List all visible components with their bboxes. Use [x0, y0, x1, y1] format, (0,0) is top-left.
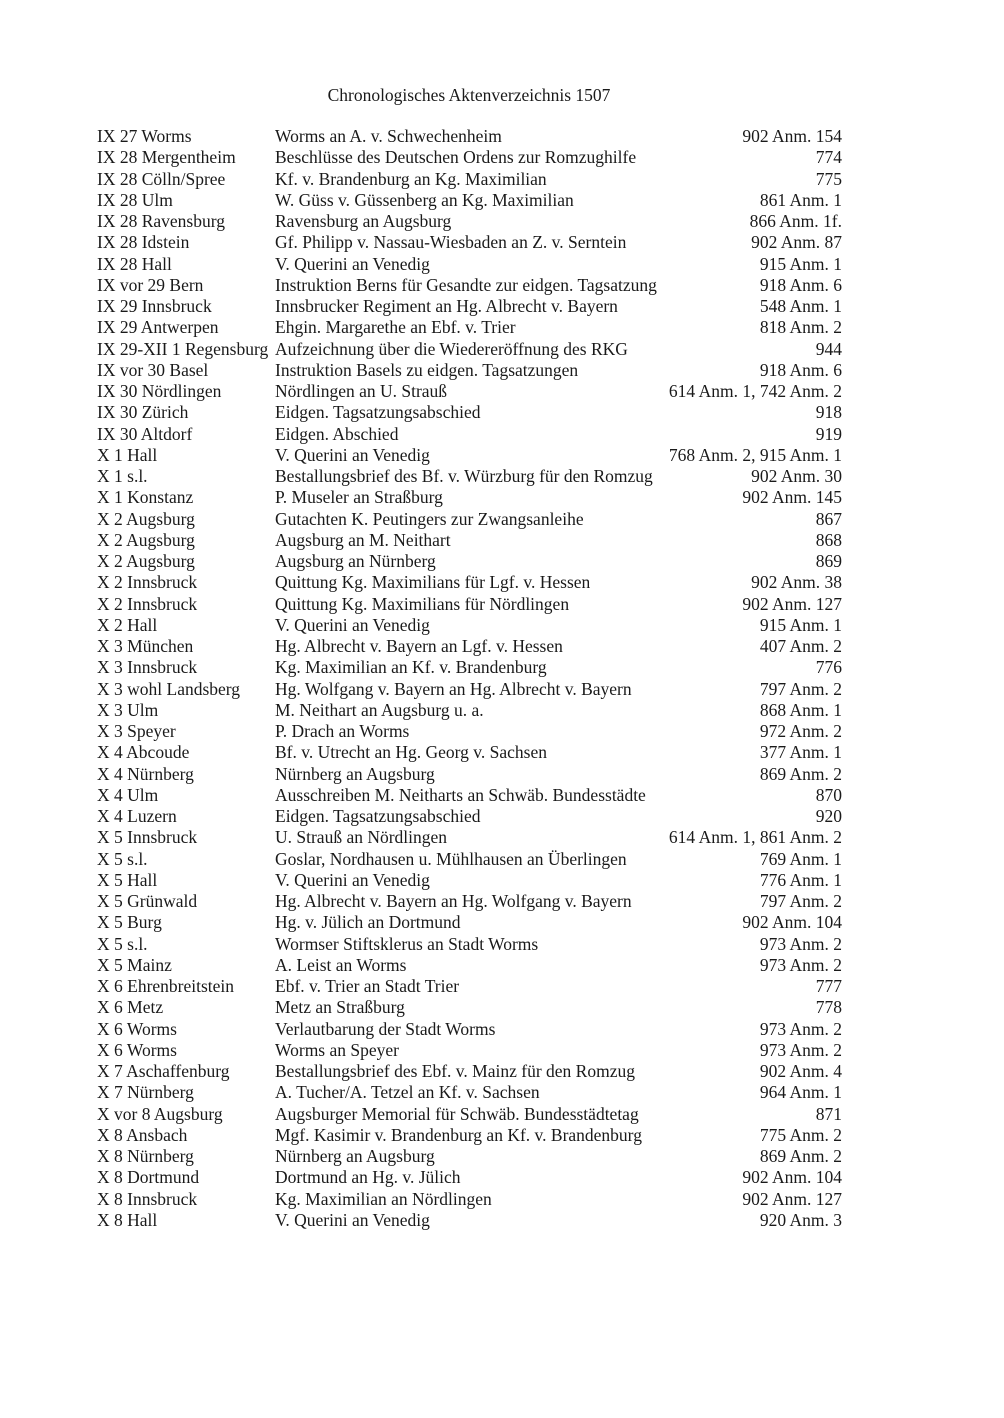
entry-description: Gutachten K. Peutingers zur Zwangsanleihe — [275, 508, 584, 529]
entry-reference: 972 Anm. 2 — [759, 721, 842, 741]
entry-description: Bf. v. Utrecht an Hg. Georg v. Sachsen — [275, 742, 547, 763]
entry-description: A. Leist an Worms — [275, 954, 407, 975]
entry-date: IX 29 Antwerpen — [97, 317, 219, 338]
entry-date: X 1 Konstanz — [97, 487, 194, 508]
entry-row — [97, 1210, 842, 1231]
entry-description: Metz an Straßburg — [275, 997, 405, 1018]
entry-row — [97, 211, 842, 232]
entry-reference: 861 Anm. 1 — [759, 189, 842, 210]
entry-reference: 918 Anm. 6 — [759, 274, 842, 295]
entry-date: X 8 Innsbruck — [97, 1188, 198, 1209]
entry-row — [97, 785, 842, 806]
entry-date: IX 28 Mergentheim — [97, 147, 236, 168]
entry-date: X 8 Dortmund — [97, 1167, 200, 1188]
entry-reference: 902 Anm. 127 — [742, 1188, 842, 1209]
entry-date: X 3 Ulm — [97, 699, 159, 720]
entry-row — [97, 381, 842, 402]
entry-row — [97, 997, 842, 1018]
entry-row — [97, 594, 842, 615]
entry-row — [97, 1125, 842, 1146]
entry-reference: 797 Anm. 2 — [759, 678, 842, 699]
entry-reference: 775 — [815, 168, 842, 189]
entry-date: X 5 Innsbruck — [97, 827, 198, 848]
entry-description: Nördlingen an U. Strauß — [275, 381, 448, 401]
entry-row — [97, 1019, 842, 1040]
entry-reference: 869 Anm. 2 — [759, 1146, 842, 1166]
entry-reference: 867 — [815, 508, 842, 529]
entry-reference: 614 Anm. 1, 861 Anm. 2 — [668, 827, 842, 848]
entry-row — [97, 126, 842, 147]
entry-date: X 8 Nürnberg — [97, 1146, 194, 1166]
entry-reference: 776 Anm. 1 — [759, 869, 842, 890]
entry-date: X 8 Hall — [97, 1209, 158, 1230]
entry-description: Wormser Stiftsklerus an Stadt Worms — [275, 933, 539, 954]
entry-row — [97, 827, 842, 848]
entry-reference: 776 — [815, 657, 842, 678]
entry-date: X 4 Nürnberg — [97, 763, 194, 784]
entry-row — [97, 402, 842, 423]
entry-reference: 902 Anm. 145 — [742, 487, 842, 508]
entry-reference: 919 — [815, 423, 842, 444]
entry-description: Eidgen. Tagsatzungsabschied — [275, 402, 481, 423]
entry-row — [97, 1104, 842, 1125]
entry-row — [97, 955, 842, 976]
entry-date: X 6 Metz — [97, 997, 164, 1018]
entry-reference: 869 Anm. 2 — [759, 763, 842, 784]
entry-list — [97, 126, 842, 1231]
entry-reference: 920 Anm. 3 — [759, 1209, 842, 1230]
entry-description: Gf. Philipp v. Nassau-Wiesbaden an Z. v. Serntein — [275, 232, 627, 253]
entry-reference: 868 — [815, 529, 842, 550]
entry-reference: 964 Anm. 1 — [759, 1082, 842, 1103]
entry-description: Kg. Maximilian an Nördlingen — [275, 1188, 492, 1209]
entry-date: X 1 Hall — [97, 444, 158, 465]
entry-row — [97, 445, 842, 466]
entry-row — [97, 1061, 842, 1082]
entry-description: Nürnberg an Augsburg — [275, 1146, 435, 1166]
entry-row — [97, 1082, 842, 1103]
entry-reference: 902 Anm. 87 — [751, 232, 842, 253]
entry-reference: 973 Anm. 2 — [759, 1039, 842, 1060]
entry-reference: 973 Anm. 2 — [759, 933, 842, 954]
entry-date: IX 29-XII 1 Regensburg — [97, 338, 269, 359]
entry-description: Quittung Kg. Maximilians für Nördlingen — [275, 593, 570, 614]
entry-description: Beschlüsse des Deutschen Ordens zur Romzughilfe — [275, 147, 637, 168]
entry-date: X 5 Mainz — [97, 954, 172, 975]
entry-row — [97, 679, 842, 700]
entry-description: V. Querini an Venedig — [275, 869, 430, 890]
entry-description: Ravensburg an Augsburg — [275, 211, 452, 231]
entry-description: Goslar, Nordhausen u. Mühlhausen an Überlingen — [275, 848, 627, 869]
entry-date: IX vor 29 Bern — [97, 274, 204, 295]
entry-reference: 774 — [815, 147, 842, 168]
entry-description: Instruktion Basels zu eidgen. Tagsatzungen — [275, 359, 579, 380]
entry-reference: 768 Anm. 2, 915 Anm. 1 — [668, 444, 842, 465]
entry-reference: 918 Anm. 6 — [759, 359, 842, 380]
entry-reference: 902 Anm. 127 — [742, 593, 842, 614]
entry-date: X 3 Speyer — [97, 721, 176, 741]
entry-row — [97, 700, 842, 721]
entry-row — [97, 615, 842, 636]
entry-row — [97, 1040, 842, 1061]
entry-row — [97, 912, 842, 933]
entry-description: Hg. Albrecht v. Bayern an Hg. Wolfgang v. Bayern — [275, 891, 632, 911]
entry-reference: 871 — [815, 1103, 842, 1124]
entry-row — [97, 232, 842, 253]
entry-description: Ausschreiben M. Neitharts an Schwäb. Bundesstädte — [275, 784, 646, 805]
entry-reference: 407 Anm. 2 — [759, 636, 842, 656]
entry-reference: 902 Anm. 104 — [742, 1167, 842, 1188]
entry-reference: 777 — [815, 976, 842, 996]
entry-date: X 5 Hall — [97, 869, 158, 890]
entry-description: Bestallungsbrief des Bf. v. Würzburg für den Romzug — [275, 466, 653, 486]
entry-row — [97, 466, 842, 487]
entry-row — [97, 190, 842, 211]
entry-description: Kf. v. Brandenburg an Kg. Maximilian — [275, 168, 547, 189]
entry-date: X 4 Abcoude — [97, 742, 190, 763]
entry-date: X 4 Ulm — [97, 784, 159, 805]
entry-date: IX 28 Ulm — [97, 189, 173, 210]
entry-date: X 7 Nürnberg — [97, 1082, 194, 1103]
entry-row — [97, 742, 842, 763]
entry-description: Innsbrucker Regiment an Hg. Albrecht v. Bayern — [275, 296, 618, 316]
entry-row — [97, 317, 842, 338]
entry-row — [97, 657, 842, 678]
entry-reference: 869 — [815, 551, 842, 571]
entry-date: X 2 Hall — [97, 614, 158, 635]
entry-reference: 915 Anm. 1 — [759, 614, 842, 635]
entry-reference: 902 Anm. 154 — [742, 126, 842, 146]
entry-date: IX 28 Hall — [97, 253, 172, 274]
entry-date: X 2 Augsburg — [97, 529, 195, 550]
entry-description: Ebf. v. Trier an Stadt Trier — [275, 976, 460, 996]
entry-description: Quittung Kg. Maximilians für Lgf. v. Hessen — [275, 572, 591, 593]
entry-row — [97, 147, 842, 168]
entry-date: IX 30 Altdorf — [97, 423, 193, 444]
entry-description: V. Querini an Venedig — [275, 253, 430, 274]
entry-reference: 775 Anm. 2 — [759, 1124, 842, 1145]
entry-description: Ehgin. Margarethe an Ebf. v. Trier — [275, 317, 516, 338]
entry-reference: 818 Anm. 2 — [759, 317, 842, 338]
entry-reference: 866 Anm. 1f. — [749, 211, 842, 231]
entry-reference: 920 — [815, 806, 842, 826]
entry-row — [97, 296, 842, 317]
entry-date: X 2 Augsburg — [97, 508, 195, 529]
entry-reference: 944 — [815, 338, 842, 359]
entry-row — [97, 764, 842, 785]
entry-description: Hg. Wolfgang v. Bayern an Hg. Albrecht v. Bayern — [275, 678, 632, 699]
entry-description: Worms an Speyer — [275, 1039, 399, 1060]
entry-row — [97, 636, 842, 657]
entry-reference: 902 Anm. 38 — [751, 572, 842, 593]
entry-row — [97, 530, 842, 551]
entry-reference: 377 Anm. 1 — [759, 742, 842, 763]
entry-date: X 2 Innsbruck — [97, 572, 198, 593]
entry-reference: 614 Anm. 1, 742 Anm. 2 — [668, 381, 842, 401]
entry-date: X 6 Worms — [97, 1018, 177, 1039]
entry-date: IX 28 Ravensburg — [97, 211, 225, 231]
entry-row — [97, 424, 842, 445]
entry-description: A. Tucher/A. Tetzel an Kf. v. Sachsen — [275, 1082, 540, 1103]
entry-row — [97, 1167, 842, 1188]
entry-row — [97, 487, 842, 508]
entry-row — [97, 360, 842, 381]
entry-description: Instruktion Berns für Gesandte zur eidgen. Tagsatzung — [275, 274, 657, 295]
entry-row — [97, 806, 842, 827]
entry-description: V. Querini an Venedig — [275, 1209, 430, 1230]
entry-row — [97, 254, 842, 275]
entry-description: Hg. v. Jülich an Dortmund — [275, 912, 461, 933]
entry-reference: 778 — [815, 997, 842, 1018]
entry-row — [97, 339, 842, 360]
entry-description: U. Strauß an Nördlingen — [275, 827, 448, 848]
entry-date: IX 27 Worms — [97, 126, 192, 146]
entry-description: Bestallungsbrief des Ebf. v. Mainz für den Romzug — [275, 1061, 635, 1081]
entry-reference: 868 Anm. 1 — [759, 699, 842, 720]
entry-reference: 973 Anm. 2 — [759, 1018, 842, 1039]
entry-date: IX 28 Cölln/Spree — [97, 168, 226, 189]
entry-description: Augsburg an Nürnberg — [275, 551, 436, 571]
entry-row — [97, 891, 842, 912]
entry-date: X 3 wohl Landsberg — [97, 678, 241, 699]
entry-reference: 548 Anm. 1 — [759, 296, 842, 316]
entry-description: Augsburger Memorial für Schwäb. Bundesstädtetag — [275, 1103, 639, 1124]
entry-row — [97, 551, 842, 572]
entry-description: Hg. Albrecht v. Bayern an Lgf. v. Hessen — [275, 636, 563, 656]
entry-reference: 870 — [815, 784, 842, 805]
entry-description: M. Neithart an Augsburg u. a. — [275, 699, 484, 720]
entry-date: X 5 Grünwald — [97, 891, 198, 911]
entry-reference: 769 Anm. 1 — [759, 848, 842, 869]
entry-date: X 8 Ansbach — [97, 1124, 188, 1145]
entry-description: Aufzeichnung über die Wiedereröffnung des RKG — [275, 338, 628, 359]
entry-row — [97, 1189, 842, 1210]
entry-description: P. Museler an Straßburg — [275, 487, 443, 508]
entry-reference: 915 Anm. 1 — [759, 253, 842, 274]
entry-row — [97, 509, 842, 530]
entry-date: X 7 Aschaffenburg — [97, 1061, 230, 1081]
entry-reference: 902 Anm. 104 — [742, 912, 842, 933]
entry-row — [97, 849, 842, 870]
entry-date: X 4 Luzern — [97, 806, 177, 826]
entry-description: V. Querini an Venedig — [275, 444, 430, 465]
entry-date: X 3 Innsbruck — [97, 657, 198, 678]
entry-date: IX 28 Idstein — [97, 232, 190, 253]
entry-description: P. Drach an Worms — [275, 721, 410, 741]
entry-description: Dortmund an Hg. v. Jülich — [275, 1167, 461, 1188]
entry-date: X 5 Burg — [97, 912, 162, 933]
entry-row — [97, 275, 842, 296]
entry-description: Nürnberg an Augsburg — [275, 763, 435, 784]
entry-description: Augsburg an M. Neithart — [275, 529, 451, 550]
entry-date: X vor 8 Augsburg — [97, 1103, 223, 1124]
entry-description: Verlautbarung der Stadt Worms — [275, 1018, 496, 1039]
entry-description: V. Querini an Venedig — [275, 614, 430, 635]
entry-row — [97, 169, 842, 190]
entry-row — [97, 870, 842, 891]
entry-reference: 797 Anm. 2 — [759, 891, 842, 911]
entry-date: X 6 Worms — [97, 1039, 177, 1060]
entry-description: Eidgen. Tagsatzungsabschied — [275, 806, 481, 826]
entry-description: Eidgen. Abschied — [275, 423, 399, 444]
entry-row — [97, 934, 842, 955]
entry-date: X 2 Augsburg — [97, 551, 195, 571]
entry-date: X 5 s.l. — [97, 933, 148, 954]
entry-reference: 902 Anm. 4 — [759, 1061, 842, 1081]
entry-date: IX vor 30 Basel — [97, 359, 209, 380]
entry-row — [97, 572, 842, 593]
entry-date: IX 30 Nördlingen — [97, 381, 222, 401]
page-title: Chronologisches Aktenverzeichnis 1507 — [327, 85, 611, 105]
entry-row — [97, 976, 842, 997]
entry-row — [97, 721, 842, 742]
entry-reference: 918 — [815, 402, 842, 423]
entry-date: IX 29 Innsbruck — [97, 296, 212, 316]
entry-date: X 6 Ehrenbreitstein — [97, 976, 235, 996]
entry-description: Worms an A. v. Schwechenheim — [275, 126, 502, 146]
entry-description: Mgf. Kasimir v. Brandenburg an Kf. v. Brandenburg — [275, 1124, 642, 1145]
entry-description: W. Güss v. Güssenberg an Kg. Maximilian — [275, 189, 574, 210]
entry-date: X 3 München — [97, 636, 194, 656]
entry-date: X 5 s.l. — [97, 848, 148, 869]
entry-reference: 902 Anm. 30 — [751, 466, 842, 486]
entry-date: IX 30 Zürich — [97, 402, 189, 423]
entry-row — [97, 1146, 842, 1167]
entry-date: X 2 Innsbruck — [97, 593, 198, 614]
entry-description: Kg. Maximilian an Kf. v. Brandenburg — [275, 657, 547, 678]
entry-reference: 973 Anm. 2 — [759, 954, 842, 975]
entry-date: X 1 s.l. — [97, 466, 148, 486]
